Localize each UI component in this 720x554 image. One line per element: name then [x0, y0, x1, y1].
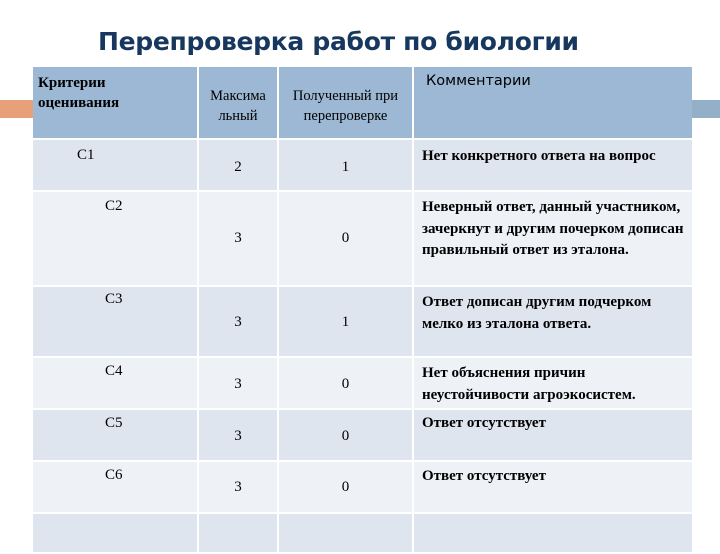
- row-received: 1: [341, 314, 350, 330]
- table-row: [33, 192, 692, 287]
- row-criterion: С2: [105, 198, 123, 214]
- row-max: 3: [234, 230, 242, 246]
- row-received: 0: [341, 230, 350, 246]
- row-max: 3: [234, 479, 242, 495]
- row-received: 0: [341, 428, 350, 444]
- row-max: 3: [234, 376, 242, 392]
- table-row: [33, 514, 692, 554]
- table-row: [33, 140, 692, 192]
- table-row: [33, 358, 692, 410]
- row-comment: Неверный ответ, данный участником, зачеркнут и другим почерком дописан правильный ответ из эталона.: [422, 199, 684, 258]
- page-title: Перепроверка работ по биологии: [98, 27, 579, 56]
- header-received: [279, 67, 414, 140]
- header-comments-label: Комментарии: [426, 73, 531, 89]
- header-received-label: Полученный при перепроверке: [292, 88, 399, 124]
- accent-bar-left: [0, 100, 33, 118]
- row-received: 0: [341, 479, 350, 495]
- row-criterion: С1: [77, 147, 95, 163]
- header-comments: [414, 67, 692, 140]
- row-criterion: С5: [105, 415, 123, 431]
- table-header-row: [33, 67, 692, 140]
- row-criterion: С4: [105, 363, 123, 379]
- row-comment: Ответ дописан другим подчерком мелко из эталона ответа.: [422, 294, 652, 332]
- accent-bar-right: [691, 100, 720, 118]
- table-row: [33, 410, 692, 462]
- header-criteria-label: Критерии оценивания: [38, 75, 120, 111]
- row-max: 3: [234, 428, 242, 444]
- row-max: 3: [234, 314, 242, 330]
- row-max: 2: [234, 159, 242, 175]
- table-row: [33, 462, 692, 514]
- header-criteria: [33, 67, 199, 140]
- recheck-table: [33, 67, 692, 554]
- table-row: [33, 287, 692, 358]
- row-criterion: С3: [105, 291, 123, 307]
- row-comment: Ответ отсутствует: [422, 468, 546, 484]
- header-max: [199, 67, 279, 140]
- row-received: 0: [341, 376, 350, 392]
- row-received: 1: [341, 159, 350, 175]
- header-max-label: Максима льный: [210, 88, 266, 124]
- row-comment: Ответ отсутствует: [422, 415, 546, 431]
- row-comment: Нет конкретного ответа на вопрос: [422, 148, 656, 164]
- row-criterion: С6: [105, 467, 123, 483]
- row-comment: Нет объяснения причин неустойчивости агроэкосистем.: [422, 365, 636, 403]
